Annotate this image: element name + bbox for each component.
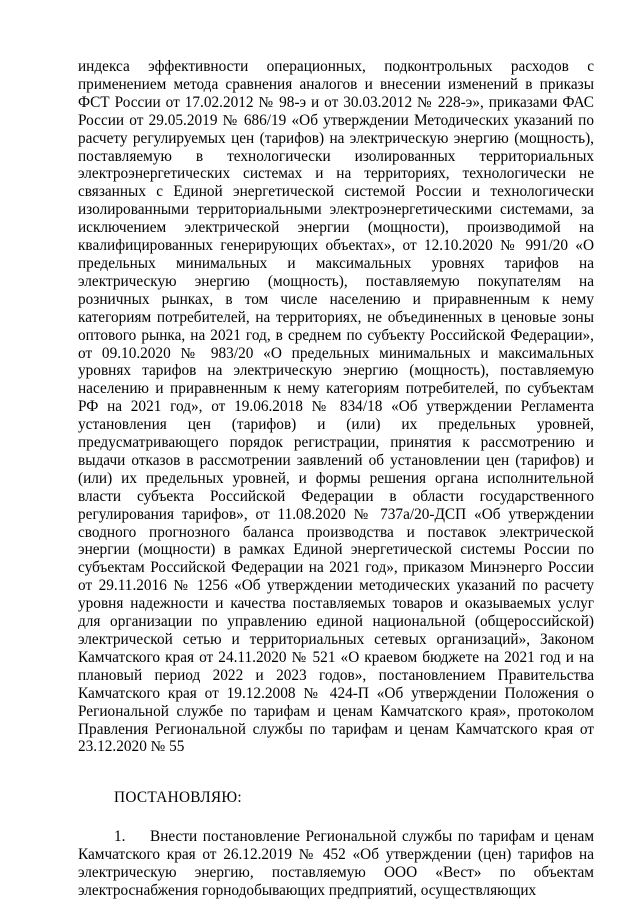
resolution-heading: ПОСТАНОВЛЯЮ: bbox=[114, 789, 242, 807]
numbered-item-1 bbox=[78, 828, 594, 900]
document-page bbox=[78, 58, 594, 900]
body-paragraph: индекса эффективности операционных, подконтрольных расходов с применением метода сравнения аналогов и внесении изменений в приказы ФСТ России от 17.02.2012 № 98-э и от 30.03.2012 № 228-э», приказами ФАС России от 29.05.2019 № 686/19 «Об утверждении Методических указаний по расчету регулируемых цен (тарифов) на электрическую энергию (мощность), поставляемую в технологически изолированных территориальных электроэнергетических системах и на территориях, технологически не связанных с Единой энергетической системой России и технологически изолированными территориальными электроэнергетическими системами, за исключением электрической энергии (мощности), производимой на квалифицированных генерирующих объектах», от 12.10.2020 № 991/20 «О предельных минимальных и максимальных уровнях тарифов на электрическую энергию (мощность), поставляемую покупателям на розничных рынках, в том числе населению и приравненным к нему категориям потребителей, на территориях, не объединенных в ценовые зоны оптового рынка, на 2021 год, в среднем по субъекту Российской Федерации», от 09.10.2020 № 983/20 «О предельных минимальных и максимальных уровнях тарифов на электрическую энергию (мощность), поставляемую населению и приравненным к нему категориям потребителей, по субъектам РФ на 2021 год», от 19.06.2018 № 834/18 «Об утверждении Регламента установления цен (тарифов) и (или) их предельных уровней, предусматривающего порядок регистрации, принятия к рассмотрению и выдачи отказов в рассмотрении заявлений об установлении цен (тарифов) и (или) их предельных уровней, и формы решения органа исполнительной власти субъекта Российской Федерации в области государственного регулирования тарифов», от 11.08.2020 № 737а/20-ДСП «Об утверждении сводного прогнозного баланса производства и поставок электрической энергии (мощности) в рамках Единой энергетической системы России по субъектам Российской Федерации на 2021 год», приказом Минэнерго России от 29.11.2016 № 1256 «Об утверждении методических указаний по расчету уровня надежности и качества поставляемых товаров и оказываемых услуг для организации по управлению единой национальной (общероссийской) электрической сетью и территориальных сетевых организаций», Законом Камчатского края от 24.11.2020 № 521 «О краевом бюджете на 2021 год и на плановый период 2022 и 2023 годов», постановлением Правительства Камчатского края от 19.12.2008 № 424-П «Об утверждении Положения о Региональной службе по тарифам и ценам Камчатского края», протоколом Правления Региональной службы по тарифам и ценам Камчатского края от 23.12.2020 № 55 bbox=[78, 58, 594, 756]
item-text: Внести постановление Региональной службы по тарифам и ценам Камчатского края от 26.12.2019 № 452 «Об утверждении (цен) тарифов на электрическую энергию, поставляемую ООО «Вест» по объектам электроснабжения горнодобывающих предприятий, осуществляющих bbox=[78, 828, 594, 899]
item-number: 1. bbox=[114, 828, 126, 846]
